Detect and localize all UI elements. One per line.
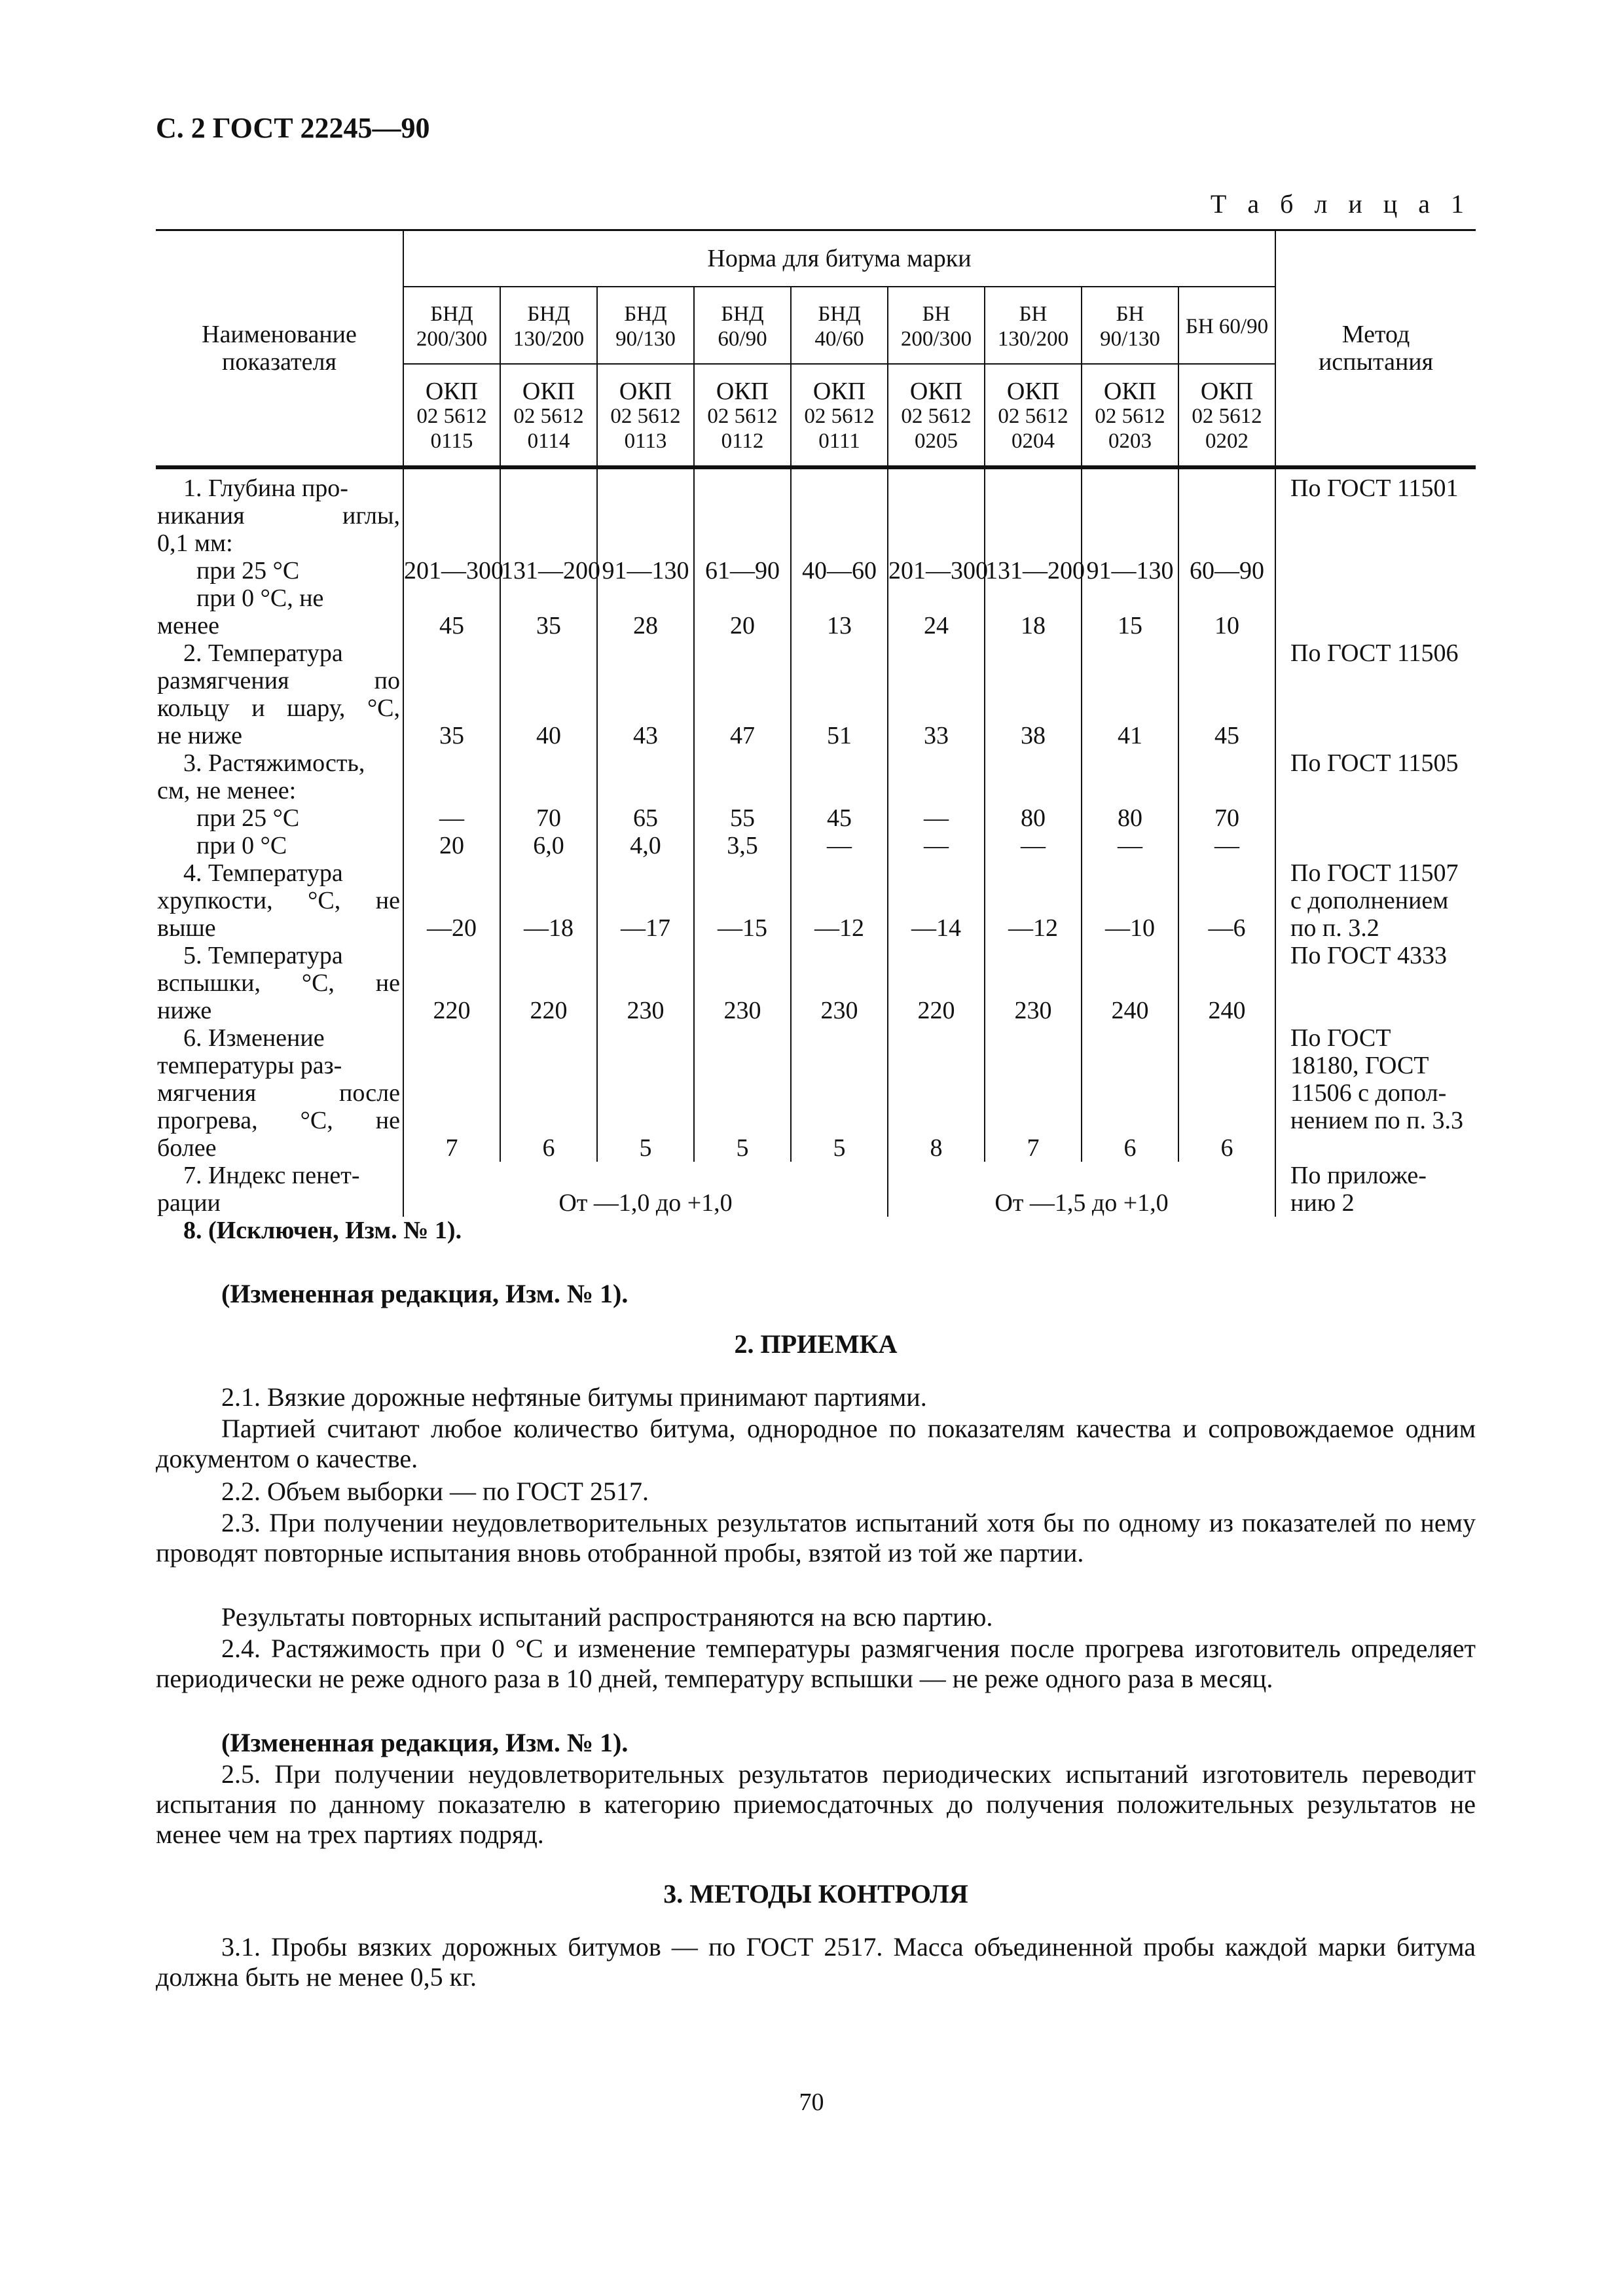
grade-header: БНД 40/60 bbox=[791, 287, 888, 364]
section-heading-methods: 3. МЕТОДЫ КОНТРОЛЯ bbox=[663, 1879, 968, 1909]
value-cell bbox=[403, 749, 500, 859]
value-spacer bbox=[1082, 584, 1178, 612]
value-cell bbox=[1082, 1024, 1178, 1162]
value-line: 201—300 bbox=[888, 557, 988, 584]
value-cell bbox=[985, 859, 1082, 942]
value-cell bbox=[791, 859, 888, 942]
test-method-line: 11506 с допол- bbox=[1290, 1079, 1447, 1107]
okp-label: ОКП bbox=[909, 378, 963, 405]
table-row bbox=[156, 639, 1476, 749]
value-cell bbox=[791, 639, 888, 749]
value-spacer bbox=[695, 584, 790, 612]
indicator-name bbox=[156, 749, 403, 859]
paragraph-2-2: 2.2. Объем выборки — по ГОСТ 2517. bbox=[221, 1477, 649, 1506]
test-method-line: По ГОСТ 11506 bbox=[1290, 639, 1459, 667]
value-line: 35 bbox=[439, 722, 464, 749]
value-cell bbox=[597, 859, 694, 942]
table-row bbox=[156, 942, 1476, 1024]
okp-code: 0204 bbox=[1012, 429, 1055, 453]
indicator-name-line: хрупкости, °С, не bbox=[157, 887, 400, 914]
value-cell bbox=[500, 859, 597, 942]
value-cell bbox=[1178, 942, 1275, 1024]
value-line: 7 bbox=[445, 1134, 458, 1162]
paragraph-2-3: 2.3. При получении неудовлетворительных результатов испытаний хотя бы по одному из показателей по нему проводят повторные испытания вновь отобранной пробы, взятой из той же партии. bbox=[156, 1508, 1476, 1568]
value-cell bbox=[500, 1024, 597, 1162]
value-line: 220 bbox=[530, 997, 568, 1024]
indicator-name-line: кольцу и шару, °С, bbox=[157, 694, 400, 722]
value-cell bbox=[403, 639, 500, 749]
value-line: — bbox=[1118, 832, 1142, 859]
indicator-name-line: 7. Индекс пенет- bbox=[183, 1162, 360, 1189]
value-line: —17 bbox=[621, 914, 670, 942]
value-line: 40 bbox=[536, 722, 561, 749]
table-row bbox=[156, 1024, 1476, 1162]
value-range-cell: От —1,0 до +1,0 bbox=[403, 1162, 888, 1217]
paragraph-3-1: 3.1. Пробы вязких дорожных битумов — по ГОСТ 2517. Масса объединенной пробы каждой марки битума должна быть не менее 0,5 кг. bbox=[156, 1932, 1476, 1992]
value-line: 6 bbox=[542, 1134, 555, 1162]
value-spacer bbox=[1179, 584, 1275, 612]
page-number: 70 bbox=[799, 2089, 824, 2116]
value-cell bbox=[597, 942, 694, 1024]
value-cell bbox=[791, 749, 888, 859]
value-line: 5 bbox=[639, 1134, 652, 1162]
value-cell bbox=[500, 639, 597, 749]
value-line: 61—90 bbox=[705, 557, 780, 584]
value-cell bbox=[1082, 749, 1178, 859]
value-cell bbox=[500, 467, 600, 639]
value-line: 15 bbox=[1118, 612, 1142, 639]
value-line: —15 bbox=[718, 914, 767, 942]
test-method bbox=[1275, 859, 1476, 942]
value-line: —20 bbox=[427, 914, 477, 942]
value-line: 41 bbox=[1118, 722, 1142, 749]
value-line: 6,0 bbox=[533, 832, 564, 859]
value-cell bbox=[985, 467, 1085, 639]
indicator-name-line: выше bbox=[157, 914, 216, 942]
okp-code-header bbox=[888, 364, 985, 467]
indicator-name-line: 3. Растяжимость, bbox=[183, 749, 365, 777]
okp-code: 0112 bbox=[721, 429, 764, 453]
value-cell bbox=[597, 467, 694, 639]
indicator-name-line: ниже bbox=[157, 997, 212, 1024]
value-spacer bbox=[501, 584, 596, 612]
value-cell bbox=[1178, 639, 1275, 749]
value-cell bbox=[888, 942, 985, 1024]
okp-code: 0202 bbox=[1205, 429, 1249, 453]
paragraph-2-5: 2.5. При получении неудовлетворительных результатов периодических испытаний изготовитель переводит испытания по данному показателю в категорию приемосдаточных до получения положительных результатов не менее чем на трех партиях подряд. bbox=[156, 1759, 1476, 1849]
test-method-line: По ГОСТ bbox=[1290, 1024, 1391, 1052]
value-line: 230 bbox=[723, 997, 761, 1024]
value-line: 5 bbox=[736, 1134, 749, 1162]
okp-prefix: 02 5612 bbox=[998, 404, 1068, 428]
value-cell bbox=[791, 467, 888, 639]
page-header: С. 2 ГОСТ 22245—90 bbox=[156, 112, 430, 144]
test-method bbox=[1275, 749, 1476, 859]
value-spacer bbox=[404, 584, 500, 612]
grade-header: БН 200/300 bbox=[888, 287, 985, 364]
okp-prefix: 02 5612 bbox=[416, 404, 487, 428]
value-spacer bbox=[888, 584, 984, 612]
okp-label: ОКП bbox=[1200, 378, 1254, 405]
value-line: —12 bbox=[1008, 914, 1058, 942]
value-line: —18 bbox=[524, 914, 574, 942]
value-line: 4,0 bbox=[630, 832, 661, 859]
sub-indicator-label: при 25 °С bbox=[196, 557, 300, 584]
table-row bbox=[156, 1162, 1476, 1217]
table-header-row bbox=[156, 230, 1476, 287]
indicator-name-line: не ниже bbox=[157, 722, 242, 749]
test-method-line: По ГОСТ 4333 bbox=[1290, 942, 1447, 969]
value-line: 80 bbox=[1021, 804, 1046, 832]
grade-header: БНД 60/90 bbox=[694, 287, 791, 364]
grade-header: БН 90/130 bbox=[1082, 287, 1178, 364]
okp-label: ОКП bbox=[619, 378, 672, 405]
okp-prefix: 02 5612 bbox=[901, 404, 972, 428]
value-line: 91—130 bbox=[602, 557, 689, 584]
indicator-name bbox=[156, 1024, 403, 1162]
value-cell bbox=[694, 467, 791, 639]
value-line: 24 bbox=[924, 612, 949, 639]
value-line: —6 bbox=[1208, 914, 1246, 942]
value-line: 220 bbox=[917, 997, 955, 1024]
value-cell bbox=[888, 467, 988, 639]
paragraph-2-3-results: Результаты повторных испытаний распространяются на всю партию. bbox=[221, 1602, 993, 1632]
test-method-line: нию 2 bbox=[1290, 1189, 1355, 1217]
value-line: 201—300 bbox=[404, 557, 503, 584]
value-line: 230 bbox=[1014, 997, 1052, 1024]
section-heading-acceptance: 2. ПРИЕМКА bbox=[734, 1329, 898, 1359]
value-cell bbox=[694, 749, 791, 859]
indicator-name-line: 2. Температура bbox=[183, 639, 343, 667]
header-indicator-name: Наименование показателя bbox=[156, 230, 403, 468]
value-cell bbox=[694, 639, 791, 749]
value-line: 45 bbox=[1214, 722, 1240, 749]
okp-prefix: 02 5612 bbox=[610, 404, 681, 428]
grade-header: БНД 90/130 bbox=[597, 287, 694, 364]
value-cell bbox=[500, 749, 597, 859]
value-cell bbox=[985, 749, 1082, 859]
test-method-line: нением по п. 3.3 bbox=[1290, 1107, 1463, 1134]
value-line: 55 bbox=[730, 804, 755, 832]
indicator-name-line: прогрева, °С, не bbox=[157, 1107, 400, 1134]
test-method-line: с дополнением bbox=[1290, 887, 1449, 914]
indicator-name-line: размягчения по bbox=[157, 667, 400, 694]
value-line: — bbox=[439, 804, 464, 832]
value-cell bbox=[597, 1024, 694, 1162]
revision-note-1: (Измененная редакция, Изм. № 1). bbox=[221, 1279, 629, 1308]
okp-code-header bbox=[791, 364, 888, 467]
header-norm-group: Норма для битума марки bbox=[403, 230, 1275, 287]
sub-indicator-label: при 25 °С bbox=[196, 804, 300, 832]
grade-header: БНД 200/300 bbox=[403, 287, 500, 364]
indicator-name bbox=[156, 467, 403, 639]
value-cell bbox=[985, 942, 1082, 1024]
indicator-name bbox=[156, 942, 403, 1024]
value-line: 35 bbox=[536, 612, 561, 639]
test-method bbox=[1275, 942, 1476, 1024]
indicator-name-line: 0,1 мм: bbox=[157, 529, 233, 557]
value-cell bbox=[1178, 859, 1275, 942]
indicator-name bbox=[156, 1162, 403, 1217]
value-cell bbox=[403, 859, 500, 942]
value-spacer bbox=[985, 584, 1081, 612]
value-line: 38 bbox=[1021, 722, 1046, 749]
value-line: 230 bbox=[820, 997, 858, 1024]
value-line: 10 bbox=[1214, 612, 1240, 639]
value-cell bbox=[1082, 639, 1178, 749]
value-range-cell: От —1,5 до +1,0 bbox=[888, 1162, 1275, 1217]
value-line: —14 bbox=[911, 914, 961, 942]
value-line: 6 bbox=[1220, 1134, 1233, 1162]
table-row bbox=[156, 859, 1476, 942]
indicator-name-line: 1. Глубина про- bbox=[183, 475, 348, 502]
value-cell bbox=[1082, 859, 1178, 942]
value-cell bbox=[597, 639, 694, 749]
paragraph-2-4: 2.4. Растяжимость при 0 °С и изменение температуры размягчения после прогрева изготовитель определяет периодически не реже одного раза в 10 дней, температуру вспышки — не реже одного раза в месяц. bbox=[156, 1634, 1476, 1693]
value-line: 45 bbox=[827, 804, 852, 832]
value-cell bbox=[888, 639, 985, 749]
value-cell bbox=[1082, 467, 1178, 639]
okp-code: 0115 bbox=[430, 429, 473, 453]
value-line: 40—60 bbox=[802, 557, 877, 584]
test-method bbox=[1275, 1162, 1476, 1217]
test-method-line: По ГОСТ 11505 bbox=[1290, 749, 1459, 777]
okp-code-header bbox=[1082, 364, 1178, 467]
indicator-name-line: никания иглы, bbox=[157, 502, 400, 529]
test-method bbox=[1275, 467, 1476, 639]
test-method-line: 18180, ГОСТ bbox=[1290, 1052, 1429, 1079]
value-line: 20 bbox=[730, 612, 755, 639]
value-cell bbox=[694, 942, 791, 1024]
okp-code-header bbox=[597, 364, 694, 467]
value-line: 13 bbox=[827, 612, 852, 639]
okp-prefix: 02 5612 bbox=[513, 404, 584, 428]
indicator-name-line: вспышки, °С, не bbox=[157, 969, 400, 997]
value-cell bbox=[1178, 749, 1275, 859]
value-line: — bbox=[1214, 832, 1240, 859]
test-method-line: По ГОСТ 11507 bbox=[1290, 859, 1459, 887]
value-line: 240 bbox=[1111, 997, 1149, 1024]
okp-code: 0111 bbox=[818, 429, 860, 453]
excluded-indicator bbox=[156, 1217, 1476, 1244]
value-line: 70 bbox=[1214, 804, 1240, 832]
value-cell bbox=[888, 859, 985, 942]
value-cell bbox=[694, 1024, 791, 1162]
okp-label: ОКП bbox=[425, 378, 479, 405]
value-line: —10 bbox=[1105, 914, 1155, 942]
value-cell bbox=[403, 1024, 500, 1162]
value-line: 6 bbox=[1123, 1134, 1137, 1162]
okp-prefix: 02 5612 bbox=[707, 404, 778, 428]
grade-header: БНД 130/200 bbox=[500, 287, 597, 364]
value-line: 43 bbox=[633, 722, 658, 749]
okp-code: 0203 bbox=[1108, 429, 1152, 453]
okp-label: ОКП bbox=[1006, 378, 1060, 405]
value-line: 230 bbox=[627, 997, 665, 1024]
value-line: 3,5 bbox=[727, 832, 758, 859]
value-line: 131—200 bbox=[501, 557, 600, 584]
value-cell bbox=[791, 942, 888, 1024]
value-cell bbox=[888, 1024, 985, 1162]
indicator-name-line: 4. Температура bbox=[183, 859, 343, 887]
value-line: — bbox=[827, 832, 852, 859]
value-line: 70 bbox=[536, 804, 561, 832]
value-line: — bbox=[924, 804, 949, 832]
value-cell bbox=[403, 467, 503, 639]
value-line: —12 bbox=[814, 914, 864, 942]
test-method bbox=[1275, 639, 1476, 749]
indicator-name-line: 6. Изменение bbox=[183, 1024, 325, 1052]
sub-indicator-label: при 0 °С bbox=[196, 832, 287, 859]
value-line: 8 bbox=[930, 1134, 943, 1162]
indicator-name-line: более bbox=[157, 1134, 217, 1162]
value-cell bbox=[985, 639, 1082, 749]
value-line: 60—90 bbox=[1190, 557, 1265, 584]
table-row bbox=[156, 467, 1476, 639]
sub-indicator-label: менее bbox=[157, 612, 219, 639]
value-cell bbox=[597, 749, 694, 859]
value-spacer bbox=[598, 584, 693, 612]
indicator-name-line: мягчения после bbox=[157, 1079, 400, 1107]
value-line: 240 bbox=[1208, 997, 1246, 1024]
value-line: — bbox=[1021, 832, 1046, 859]
value-line: 131—200 bbox=[985, 557, 1085, 584]
header-test-method: Метод испытания bbox=[1275, 230, 1476, 468]
okp-label: ОКП bbox=[1103, 378, 1157, 405]
value-cell bbox=[500, 942, 597, 1024]
okp-code-header bbox=[403, 364, 500, 467]
okp-code: 0113 bbox=[624, 429, 667, 453]
test-method-line: По ГОСТ 11501 bbox=[1290, 475, 1459, 502]
indicator-name-line: рации bbox=[157, 1189, 221, 1217]
table-caption: Т а б л и ц а 1 bbox=[1210, 189, 1471, 219]
value-spacer bbox=[792, 584, 887, 612]
spec-table bbox=[156, 229, 1476, 1244]
value-line: 47 bbox=[730, 722, 755, 749]
value-line: 18 bbox=[1021, 612, 1046, 639]
value-cell bbox=[403, 942, 500, 1024]
value-line: — bbox=[924, 832, 949, 859]
value-line: 33 bbox=[924, 722, 949, 749]
value-line: 65 bbox=[633, 804, 658, 832]
indicator-name bbox=[156, 859, 403, 942]
sub-indicator-label: при 0 °С, не bbox=[196, 584, 324, 612]
test-method-line: по п. 3.2 bbox=[1290, 914, 1379, 942]
revision-note-2: (Измененная редакция, Изм. № 1). bbox=[221, 1728, 629, 1757]
okp-code-header bbox=[694, 364, 791, 467]
okp-code-header bbox=[1178, 364, 1275, 467]
value-cell bbox=[1082, 942, 1178, 1024]
value-line: 220 bbox=[433, 997, 471, 1024]
paragraph-2-1-batch: Партией считают любое количество битума, однородное по показателям качества и сопровождаемое одним документом о качестве. bbox=[156, 1414, 1476, 1473]
value-cell bbox=[791, 1024, 888, 1162]
indicator-name-line: см, не менее: bbox=[157, 777, 297, 804]
indicator-name bbox=[156, 639, 403, 749]
value-line: 5 bbox=[833, 1134, 846, 1162]
table-row bbox=[156, 749, 1476, 859]
value-cell bbox=[985, 1024, 1082, 1162]
okp-label: ОКП bbox=[522, 378, 575, 405]
excluded-indicator-text: 8. (Исключен, Изм. № 1). bbox=[183, 1217, 462, 1244]
value-line: 80 bbox=[1118, 804, 1142, 832]
value-line: 20 bbox=[439, 832, 464, 859]
value-line: 28 bbox=[633, 612, 658, 639]
indicator-name-line: 5. Температура bbox=[183, 942, 343, 969]
value-line: 91—130 bbox=[1086, 557, 1174, 584]
table-row-excluded bbox=[156, 1217, 1476, 1244]
value-cell bbox=[1178, 467, 1275, 639]
indicator-name-line: температуры раз- bbox=[157, 1052, 342, 1079]
test-method-line: По приложе- bbox=[1290, 1162, 1427, 1189]
okp-code-header bbox=[985, 364, 1082, 467]
grade-header: БН 60/90 bbox=[1178, 287, 1275, 364]
okp-label: ОКП bbox=[716, 378, 769, 405]
paragraph-2-1: 2.1. Вязкие дорожные нефтяные битумы принимают партиями. bbox=[221, 1382, 927, 1412]
grade-header: БН 130/200 bbox=[985, 287, 1082, 364]
okp-code-header bbox=[500, 364, 597, 467]
okp-prefix: 02 5612 bbox=[1192, 404, 1262, 428]
value-cell bbox=[888, 749, 985, 859]
value-line: 51 bbox=[827, 722, 852, 749]
okp-prefix: 02 5612 bbox=[804, 404, 875, 428]
okp-prefix: 02 5612 bbox=[1095, 404, 1165, 428]
test-method bbox=[1275, 1024, 1476, 1162]
value-line: 45 bbox=[439, 612, 464, 639]
value-cell bbox=[1178, 1024, 1275, 1162]
okp-label: ОКП bbox=[812, 378, 866, 405]
value-cell bbox=[694, 859, 791, 942]
okp-code: 0114 bbox=[527, 429, 570, 453]
okp-code: 0205 bbox=[915, 429, 958, 453]
value-line: 7 bbox=[1027, 1134, 1040, 1162]
